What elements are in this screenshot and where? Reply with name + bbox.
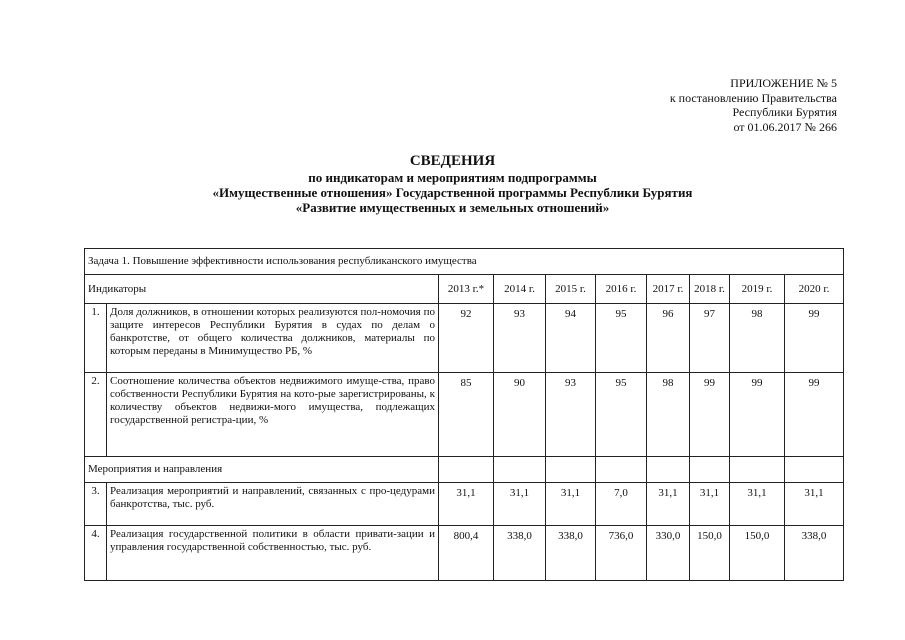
row-value: 31,1 xyxy=(494,483,546,526)
appendix-government-line: Республики Бурятия xyxy=(732,105,837,119)
row-value: 96 xyxy=(647,304,690,373)
row-value: 150,0 xyxy=(730,526,785,581)
task-cell: Задача 1. Повышение эффективности использования республиканского имущества xyxy=(85,249,844,275)
row-number: 1. xyxy=(85,304,107,373)
header-row xyxy=(85,275,844,304)
row-value: 31,1 xyxy=(647,483,690,526)
year-header: 2019 г. xyxy=(730,275,785,304)
measures-header-row xyxy=(85,457,844,483)
year-header: 2016 г. xyxy=(596,275,647,304)
row-value: 99 xyxy=(785,304,844,373)
row-value: 736,0 xyxy=(596,526,647,581)
table-row xyxy=(85,483,844,526)
row-value: 330,0 xyxy=(647,526,690,581)
row-value: 338,0 xyxy=(494,526,546,581)
task-row xyxy=(85,249,844,275)
row-description: Доля должников, в отношении которых реализуются пол-номочия по защите интересов Республики Бурятия в судах по делам о банкротстве, от общего количества должников, материалы по которым переданы в Минимущество РБ, % xyxy=(107,304,439,373)
row-description: Соотношение количества объектов недвижимого имуще-ства, право собственности Республики Бурятия на кото-рые зарегистрированы, к количеству объектов недвижи-мого имущества, подлежащих государственной регистра-ции, % xyxy=(107,373,439,457)
row-description: Реализация государственной политики в области привати-зации и управления государственной собственностью, тыс. руб. xyxy=(107,526,439,581)
row-number: 4. xyxy=(85,526,107,581)
row-value: 150,0 xyxy=(690,526,730,581)
year-header: 2020 г. xyxy=(785,275,844,304)
indicators-table xyxy=(84,248,844,581)
row-value: 7,0 xyxy=(596,483,647,526)
row-value: 31,1 xyxy=(439,483,494,526)
title-line-2: по индикаторам и мероприятиям подпрограммы xyxy=(308,170,597,185)
row-value: 97 xyxy=(690,304,730,373)
row-value: 95 xyxy=(596,304,647,373)
row-value: 31,1 xyxy=(730,483,785,526)
row-value: 95 xyxy=(596,373,647,457)
year-header: 2017 г. xyxy=(647,275,690,304)
appendix-number: ПРИЛОЖЕНИЕ № 5 xyxy=(730,76,837,90)
row-value: 98 xyxy=(730,304,785,373)
row-value: 31,1 xyxy=(546,483,596,526)
measures-header: Мероприятия и направления xyxy=(85,457,439,483)
row-value: 99 xyxy=(730,373,785,457)
table-row xyxy=(85,304,844,373)
year-header: 2015 г. xyxy=(546,275,596,304)
row-value: 98 xyxy=(647,373,690,457)
row-value: 85 xyxy=(439,373,494,457)
row-value: 94 xyxy=(546,304,596,373)
year-header: 2018 г. xyxy=(690,275,730,304)
row-value: 800,4 xyxy=(439,526,494,581)
title-line-4: «Развитие имущественных и земельных отношений» xyxy=(295,200,610,215)
appendix-reference xyxy=(670,76,837,134)
row-value: 31,1 xyxy=(785,483,844,526)
row-value: 99 xyxy=(690,373,730,457)
title-line-3: «Имущественные отношения» Государственной программы Республики Бурятия xyxy=(212,185,693,200)
row-value: 338,0 xyxy=(785,526,844,581)
year-header: 2013 г.* xyxy=(439,275,494,304)
year-header: 2014 г. xyxy=(494,275,546,304)
row-value: 90 xyxy=(494,373,546,457)
row-description: Реализация мероприятий и направлений, связанных с про-цедурами банкротства, тыс. руб. xyxy=(107,483,439,526)
row-value: 31,1 xyxy=(690,483,730,526)
row-value: 338,0 xyxy=(546,526,596,581)
table-row xyxy=(85,526,844,581)
appendix-decree-line: к постановлению Правительства xyxy=(669,90,837,105)
document-title xyxy=(0,153,905,215)
indicators-header: Индикаторы xyxy=(85,275,439,304)
appendix-date-line: от 01.06.2017 № 266 xyxy=(733,119,837,134)
row-value: 92 xyxy=(439,304,494,373)
row-value: 99 xyxy=(785,373,844,457)
row-value: 93 xyxy=(546,373,596,457)
row-number: 2. xyxy=(85,373,107,457)
row-value: 93 xyxy=(494,304,546,373)
table-row xyxy=(85,373,844,457)
row-number: 3. xyxy=(85,483,107,526)
title-main: СВЕДЕНИЯ xyxy=(409,153,496,169)
